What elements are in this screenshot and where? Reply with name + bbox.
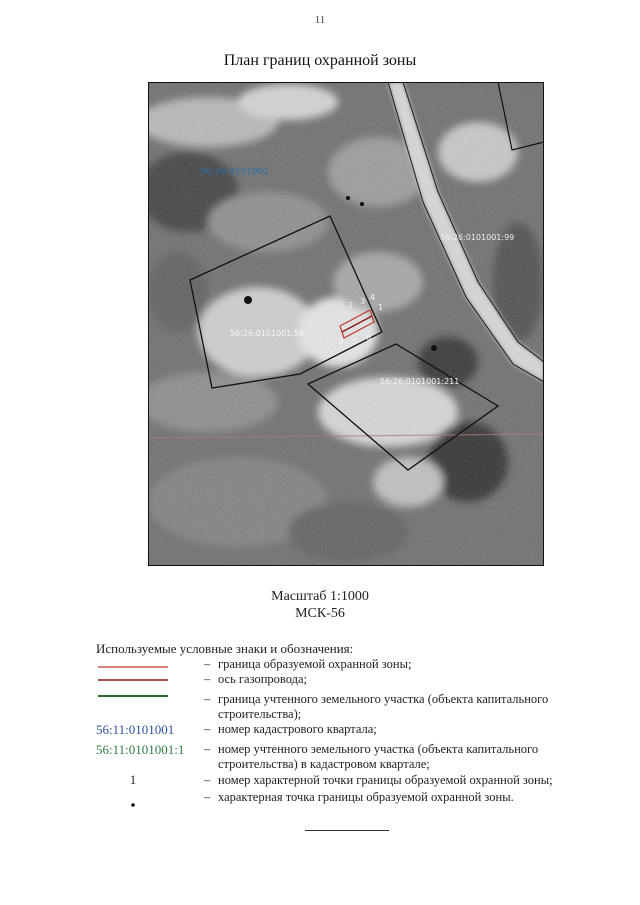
legend-desc: граница образуемой охранной зоны;	[218, 657, 412, 671]
legend-dash: –	[204, 657, 211, 671]
quarter-label: 56:26:0101001	[200, 167, 270, 177]
page-number: 11	[314, 14, 326, 26]
legend-desc: граница учтенного земельного участка (объекта капитального строительства);	[218, 692, 549, 721]
point-label: 8	[338, 337, 344, 346]
legend-desc: номер кадастрового квартала;	[218, 722, 377, 736]
parcel-label: 56:26:0101001:211	[380, 377, 460, 386]
point-label: 3	[360, 297, 366, 306]
legend-dash: –	[204, 773, 211, 787]
legend-dash: –	[204, 790, 211, 804]
legend-desc: номер характерной точки границы образуемой охранной зоны;	[218, 773, 553, 787]
scale-text: Масштаб 1:1000	[271, 589, 369, 604]
page-title: План границ охранной зоны	[223, 52, 417, 69]
parcel-label: 56:26:0101001:56	[230, 329, 305, 338]
legend-title: Используемые условные знаки и обозначения:	[96, 641, 354, 656]
parcel-boundary-swatch	[96, 692, 170, 711]
parcel-number-sample: 56:11:0101001:1	[96, 742, 185, 757]
point-label: 4	[370, 293, 376, 302]
point-label: 6	[366, 333, 372, 342]
gas-axis-swatch	[96, 672, 170, 691]
legend-desc: номер учтенного земельного участка (объекта капитального строительства) в кадастровом квартале;	[218, 742, 539, 771]
legend-dash: –	[204, 692, 211, 706]
scale-block	[0, 588, 640, 622]
point-number-sample: 1	[129, 773, 137, 787]
aerial-map	[148, 82, 544, 566]
legend-desc: характерная точка границы образуемой охранной зоны.	[218, 790, 514, 804]
point-label: 1	[378, 303, 384, 312]
point-label: 5	[352, 337, 358, 346]
signature-line	[305, 830, 389, 831]
point-marker-swatch	[96, 790, 170, 814]
legend-dash: –	[204, 672, 211, 686]
legend-desc: ось газопровода;	[218, 672, 308, 686]
legend-dash: –	[204, 742, 211, 756]
parcel-label: 56:26:0101001:99	[440, 233, 515, 242]
coordinate-system: МСК-56	[295, 606, 345, 621]
quarter-number-sample: 56:11:0101001	[96, 722, 175, 737]
legend-dash: –	[204, 722, 211, 736]
point-label: 2	[348, 301, 354, 310]
